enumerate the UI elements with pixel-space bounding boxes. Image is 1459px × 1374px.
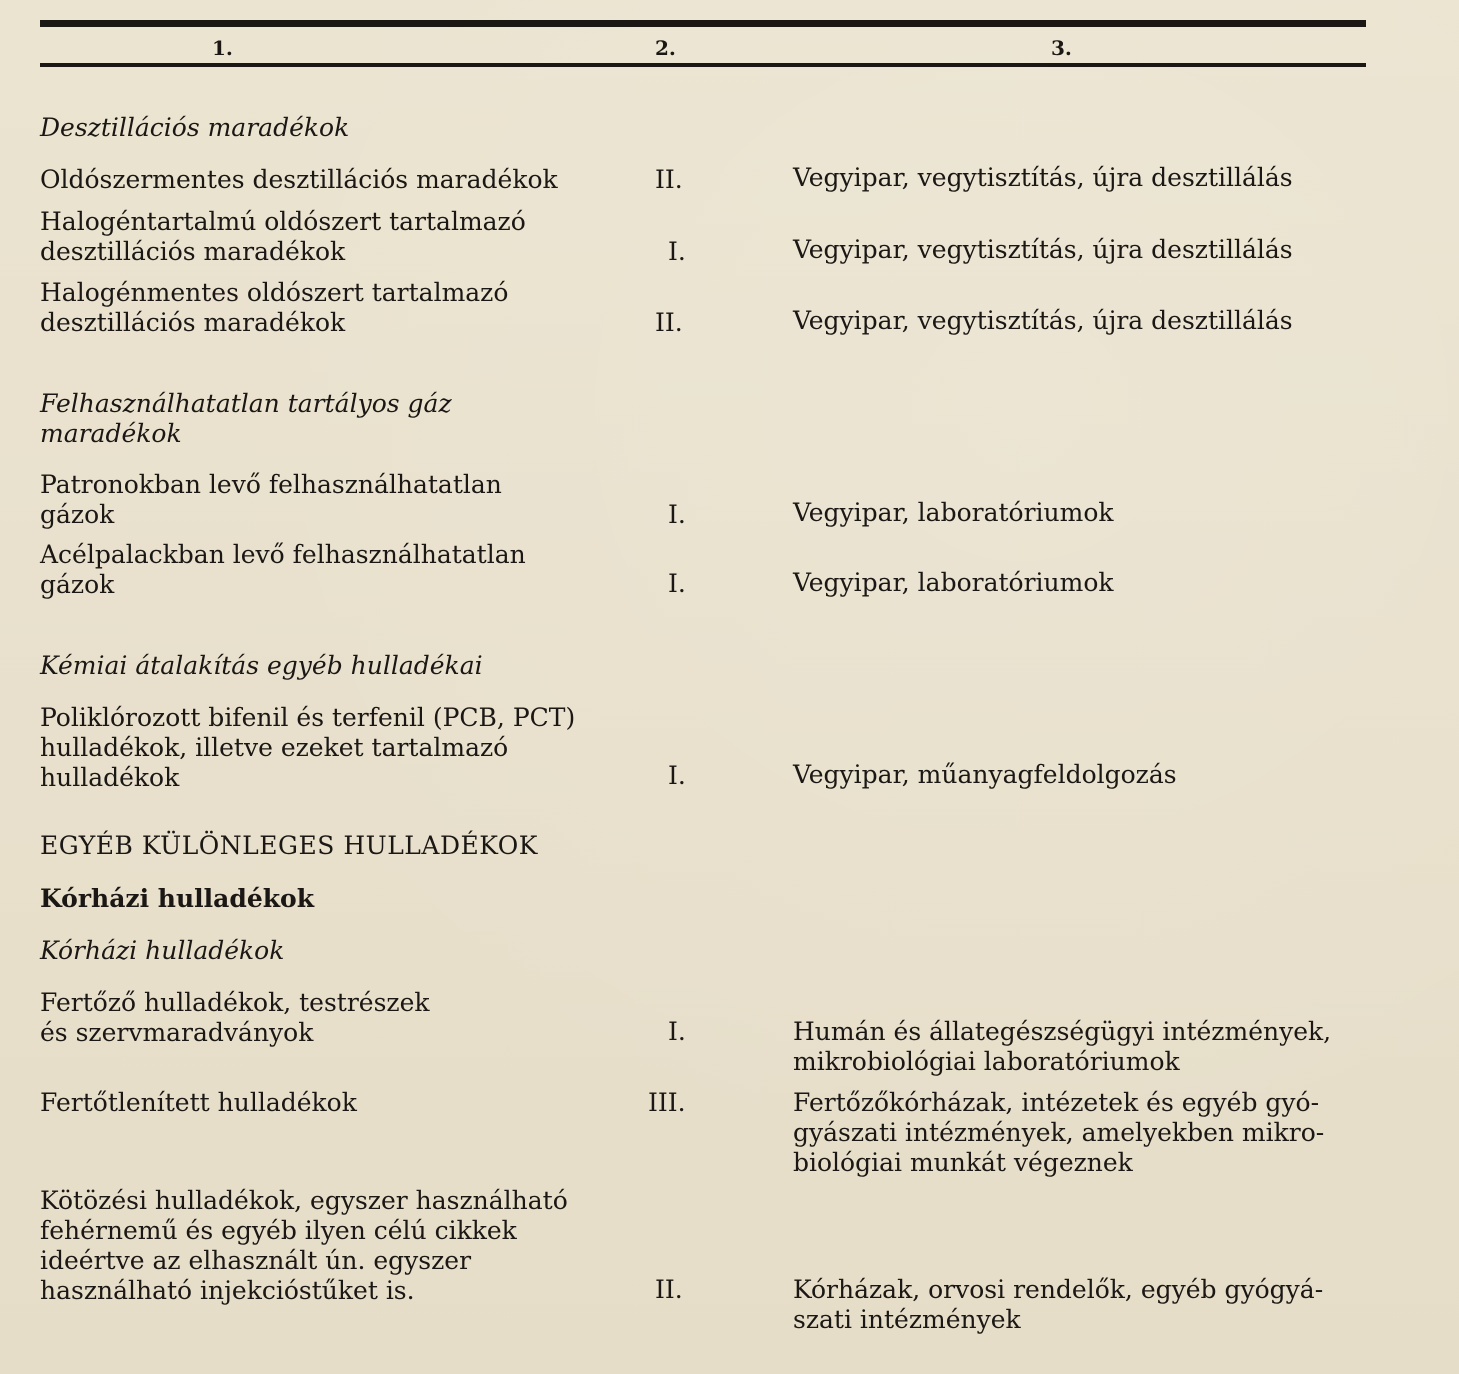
hazard-class: II. [655,1275,683,1304]
waste-name [40,540,526,600]
waste-name-line: hulladékok, illetve ezeket tartalmazó [40,733,509,762]
hazard-class: I. [668,569,686,598]
hazard-class: II. [655,165,683,194]
waste-source-line: biológiai munkát végeznek [793,1148,1133,1177]
waste-source [793,1017,1331,1077]
waste-name [40,988,430,1048]
waste-source [793,1088,1324,1178]
waste-name-line: gázok [40,570,115,599]
waste-name-line: fehérnemű és egyéb ilyen célú cikkek [40,1216,517,1245]
waste-name-line: Poliklórozott bifenil és terfenil (PCB, PCT) [40,703,576,732]
waste-name-line: Acélpalackban levő felhasználhatatlan [40,540,526,569]
waste-name-line: Halogéntartalmú oldószert tartalmazó [40,207,526,236]
main-heading: EGYÉB KÜLÖNLEGES HULLADÉKOK [40,831,538,860]
waste-name [40,703,575,793]
waste-source-line: Vegyipar, laboratóriumok [793,498,1114,527]
top-rule [40,20,1366,27]
waste-source [793,1275,1323,1335]
header-rule [40,63,1366,67]
waste-source-line: Fertőzőkórházak, intézetek és egyéb gyó- [793,1088,1320,1117]
waste-source [793,163,1293,193]
waste-name [40,1186,568,1306]
waste-name [40,278,508,338]
waste-name-line: desztillációs maradékok [40,237,346,266]
subheading-bold: Kórházi hulladékok [40,884,315,913]
waste-source-line: mikrobiológiai laboratóriumok [793,1047,1180,1076]
waste-source-line: gyászati intézmények, amelyekben mikro- [793,1118,1325,1147]
waste-name [40,165,558,195]
waste-name [40,1088,357,1118]
hazard-class: I. [668,1017,686,1046]
waste-source [793,498,1114,528]
waste-name-line: és szervmaradványok [40,1018,314,1047]
section-heading: Felhasználhatatlan tartályos gáz maradékok [40,389,452,448]
waste-name-line: Fertőtlenített hulladékok [40,1088,357,1117]
waste-source-line: Vegyipar, vegytisztítás, újra desztillálás [793,306,1293,335]
waste-source [793,760,1177,790]
waste-source-line: Vegyipar, laboratóriumok [793,568,1114,597]
hazard-class: II. [655,308,683,337]
column-header-1: 1. [212,36,233,60]
waste-name-line: Kötözési hulladékok, egyszer használható [40,1186,568,1215]
waste-source-line: Vegyipar, műanyagfeldolgozás [793,760,1177,789]
column-header-3: 3. [1051,36,1072,60]
waste-source-line: Vegyipar, vegytisztítás, újra desztillálás [793,235,1293,264]
waste-source-line: Humán és állategészségügyi intézmények, [793,1017,1332,1046]
waste-name-line: Halogénmentes oldószert tartalmazó [40,278,509,307]
waste-name-line: Oldószermentes desztillációs maradékok [40,165,558,194]
waste-name-line: desztillációs maradékok [40,308,346,337]
hazard-class: I. [668,237,686,266]
section-heading: Desztillációs maradékok [40,113,350,142]
column-header-2: 2. [655,36,676,60]
waste-name-line: használható injekcióstűket is. [40,1276,415,1305]
hazard-class: I. [668,500,686,529]
waste-source-line: szati intézmények [793,1305,1021,1334]
waste-name-line: Patronokban levő felhasználhatatlan [40,470,502,499]
hazard-class: I. [668,761,686,790]
waste-source [793,306,1293,336]
waste-name-line: gázok [40,500,115,529]
hazard-class: III. [648,1088,686,1117]
waste-source-line: Vegyipar, vegytisztítás, újra desztillálás [793,163,1293,192]
waste-source-line: Kórházak, orvosi rendelők, egyéb gyógyá- [793,1275,1324,1304]
waste-name-line: ideértve az elhasznált ún. egyszer [40,1246,472,1275]
waste-source [793,235,1293,265]
waste-name [40,207,526,267]
waste-name-line: hulladékok [40,763,180,792]
section-heading: Kémiai átalakítás egyéb hulladékai [40,651,483,680]
waste-name [40,470,502,530]
waste-source [793,568,1114,598]
section-heading: Kórházi hulladékok [40,936,285,965]
waste-name-line: Fertőző hulladékok, testrészek [40,988,430,1017]
